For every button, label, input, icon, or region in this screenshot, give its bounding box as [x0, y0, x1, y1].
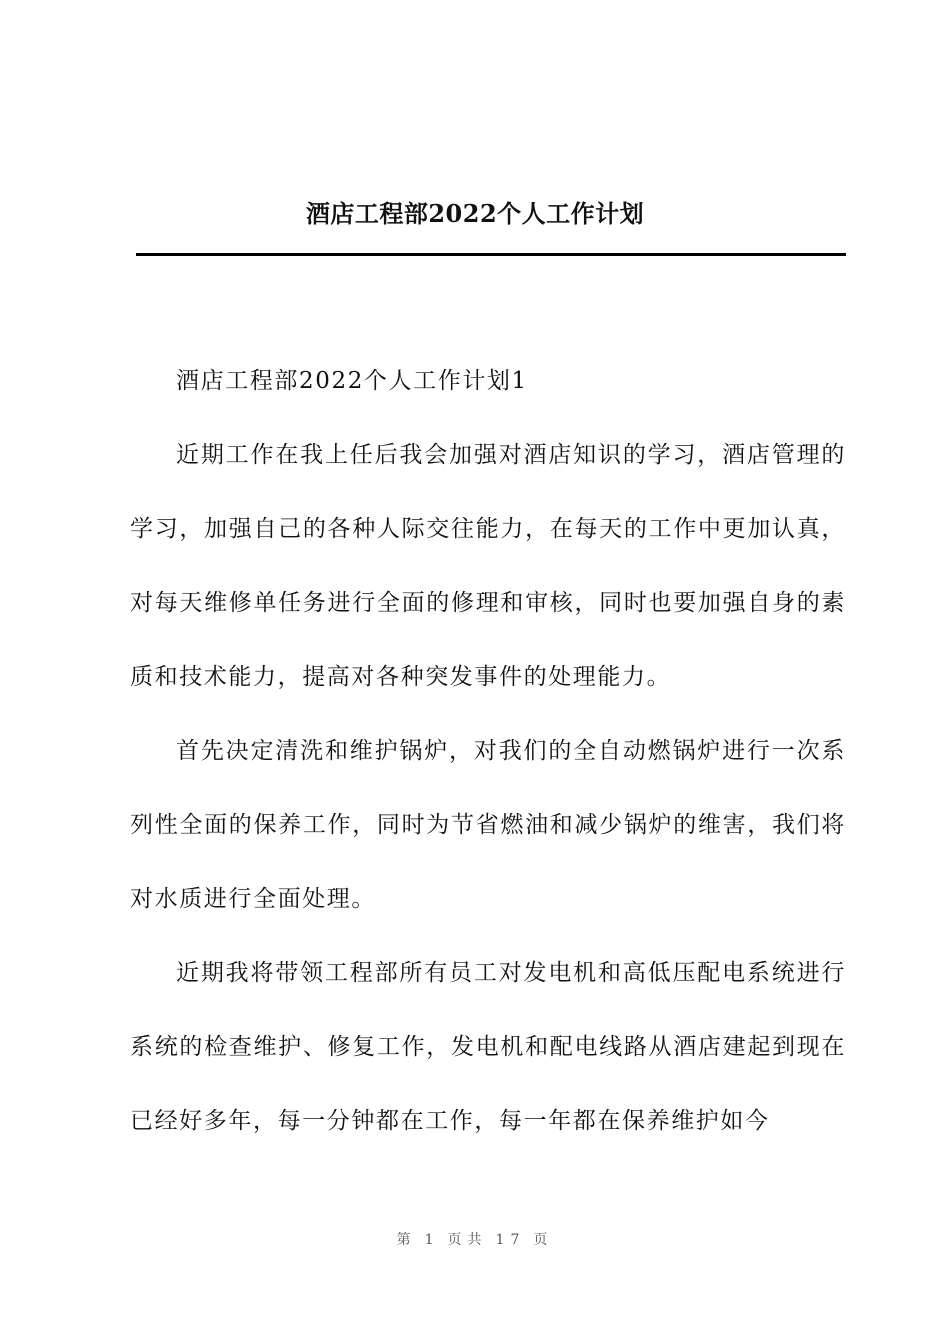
page-number: 1 — [424, 1232, 440, 1248]
document-body — [130, 344, 846, 1158]
section-heading: 酒店工程部2022个人工作计划1 — [176, 368, 528, 394]
body-paragraph: 首先决定清洗和维护锅炉，对我们的全自动燃锅炉进行一次系列性全面的保养工作，同时为节省燃油和减少锅炉的维害，我们将对水质进行全面处理。 — [130, 738, 846, 912]
page-label-mid: 页共 — [447, 1232, 488, 1248]
body-paragraph: 近期工作在我上任后我会加强对酒店知识的学习，酒店管理的学习，加强自己的各种人际交往能力，在每天的工作中更加认真，对每天维修单任务进行全面的修理和审核，同时也要加强自身的素质和技术能力，提高对各种突发事件的处理能力。 — [130, 442, 846, 690]
document-title: 酒店工程部2022个人工作计划 — [305, 199, 645, 228]
page-footer — [0, 1228, 950, 1252]
total-pages: 17 — [495, 1232, 526, 1248]
title-divider — [136, 253, 846, 256]
page-label-prefix: 第 — [396, 1232, 417, 1248]
body-paragraph: 近期我将带领工程部所有员工对发电机和高低压配电系统进行系统的检查维护、修复工作，发电机和配电线路从酒店建起到现在已经好多年，每一分钟都在工作，每一年都在保养维护如今 — [130, 960, 846, 1134]
page-label-suffix: 页 — [533, 1232, 554, 1248]
